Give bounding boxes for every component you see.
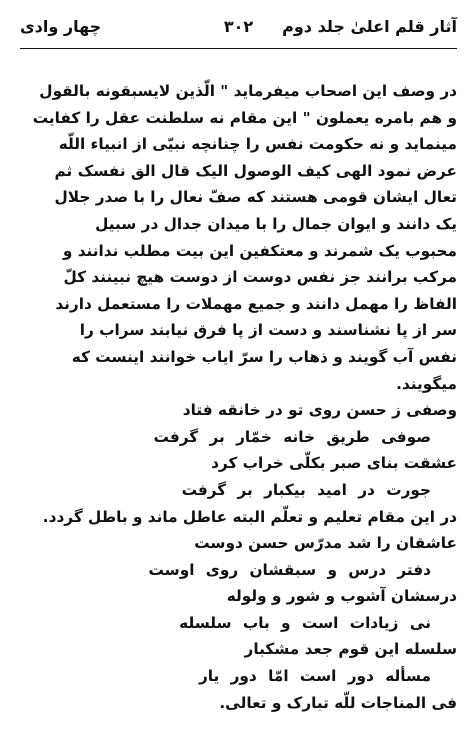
poem-line: وصفی ز حسن روی تو در خانقه فتاد [182,401,457,420]
poem-line: درسشان آشوب و شور و ولوله [226,587,457,606]
prose-line: میگویند. [396,374,457,393]
page-header [20,14,457,40]
page-body [20,78,457,716]
section-title: چهار وادی [20,17,102,36]
prose-block [20,78,457,397]
poem-line: جورت در امید بیکبار بر گرفت [181,480,431,499]
poem-line: صوفی طریق خانه خمّار بر گرفت [153,427,431,446]
poem-line: در این مقام تعلیم و تعلّم البته عاطل ماند و باطل گردد. [42,507,457,526]
prose-line: نفس آب گویند و ذهاب را سرّ ایاب خوانند اینست که [71,347,457,366]
header-rule [20,48,457,49]
poem-line: عشقت بنای صبر بکلّی خراب کرد [211,454,457,473]
poem-line: عاشقان را شد مدرّس حسن دوست [194,534,457,553]
prose-line: مینماید و نه حکومت نفس را چنانچه نبیّی از انبیاء اللّه [58,135,457,154]
poem-block [20,397,457,690]
poem-line: دفتر درس و سبقشان روی اوست [148,560,431,579]
book-title: آثار قلم اعلیٰ جلد دوم [282,17,457,36]
prose-line: یک دانند و ایوان جمال را با میدان جدال در سبیل [95,214,457,233]
page-number: ۳۰۲ [223,17,254,36]
prose-line: تعال ایشان قومی هستند که صفّ نعال را با صدر جلال [54,188,457,207]
prose-line: مرکب برانند جز نفس دوست از دوست هیچ نبینند کلّ [63,268,457,287]
poem-line: مسأله دور است امّا دور یار [199,667,431,686]
prose-line: در وصف این اصحاب میفرماید " الّذین لایسبقونه بالقول [39,82,457,100]
prose-line: و هم بامره یعملون " این مقام نه سلطنت عقل را کفایت [32,108,457,127]
prose-line: سر از پا نشناسند و دست از پا فرق نیابند سراب را [79,321,457,340]
prose-line: عرض نمود الهی کیف الوصول الیک قال الق نفسک ثم [54,161,457,180]
poem-line: سلسله این قوم جعد مشکبار [244,640,457,659]
poem-line: نی زیادات است و باب سلسله [179,613,431,632]
prose-line: محبوب یک شمرند و معتکفین این بیت مطلب ندانند و [62,241,457,260]
closing-line: فی المناجات للّه تبارک و تعالی. [219,693,457,712]
prose-line: الفاظ را مهمل دانند و جمیع مهملات را مستعمل دارند [55,294,457,313]
